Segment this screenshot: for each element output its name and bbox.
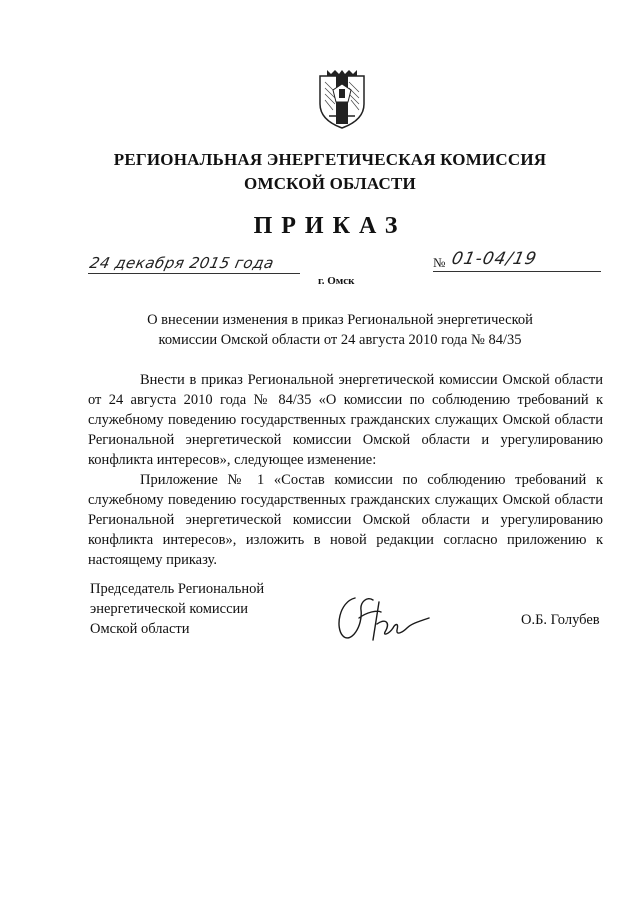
handwritten-signature (333, 588, 433, 648)
signatory-title-line1: Председатель Региональной (90, 581, 265, 597)
organization-name-line2: ОМСКОЙ ОБЛАСТИ (244, 174, 416, 193)
handwritten-date: 24 декабря 2015 года (88, 254, 276, 272)
order-body (88, 370, 603, 570)
organization-name-line1: РЕГИОНАЛЬНАЯ ЭНЕРГЕТИЧЕСКАЯ КОМИССИЯ (113, 150, 547, 169)
subject-line1: О внесении изменения в приказ Региональной энергетической (147, 312, 533, 328)
number-label: № (433, 255, 446, 270)
signatory-name: О.Б. Голубев (521, 612, 600, 628)
city-label: г. Омск (318, 275, 355, 287)
document-type-title: ПРИКАЗ (253, 213, 407, 239)
body-paragraph-1: Внести в приказ Региональной энергетической комиссии Омской области от 24 августа 2010 года № 84/35 «О комиссии по соблюдению требований к служебному поведению государственных гражданских служащих Омской области Региональной энергетической комиссии Омской области и урегулированию конфликта интересов», следующее изменение: (88, 372, 603, 468)
body-paragraph-2: Приложение № 1 «Состав комиссии по соблюдению требований к служебному поведению государственных гражданских служащих Омской области Региональной энергетической комиссии Омской области и урегулированию конфликта интересов», изложить в новой редакции согласно приложению к настоящему приказу. (88, 472, 603, 568)
signatory-title-line2: энергетической комиссии (90, 601, 249, 617)
number-underline (433, 271, 601, 272)
date-underline (88, 273, 300, 274)
order-subject (120, 310, 560, 350)
signatory-title (90, 579, 310, 639)
handwritten-number: 01-04/19 (449, 249, 539, 269)
coat-of-arms-icon (317, 68, 367, 130)
signatory-title-line3: Омской области (90, 621, 190, 637)
subject-line2: комиссии Омской области от 24 августа 2010 года № 84/35 (158, 332, 522, 348)
